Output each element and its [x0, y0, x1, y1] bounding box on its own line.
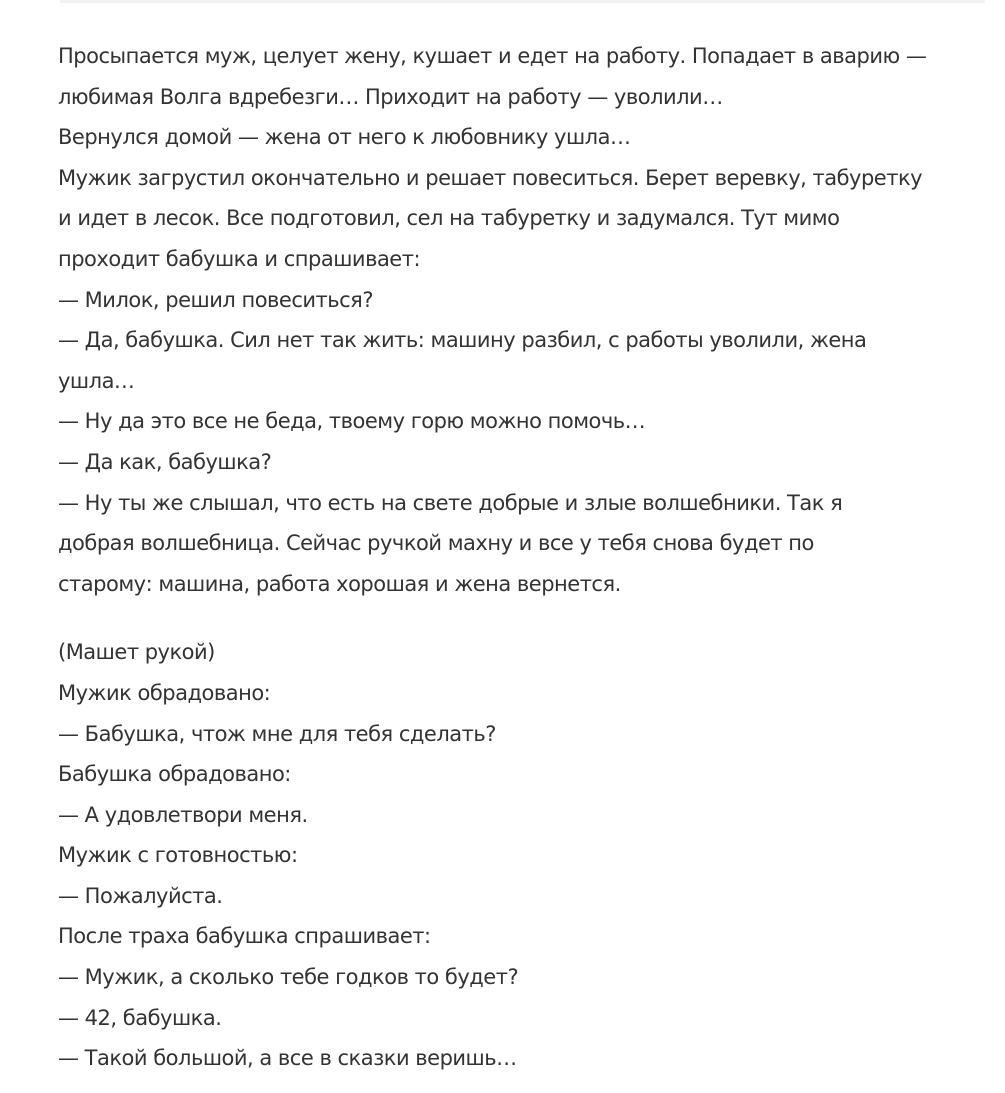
text-line: проходит бабушка и спрашивает:	[58, 246, 421, 271]
dialogue-line: старому: машина, работа хорошая и жена вернется.	[58, 571, 621, 596]
joke-article	[58, 36, 993, 1079]
dialogue-line: — Мужик, а сколько тебе годков то будет?	[58, 965, 519, 990]
text-line: После траха бабушка спрашивает:	[58, 924, 431, 949]
dialogue-line: — Милок, решил повеситься?	[58, 287, 373, 312]
text-line: и идет в лесок. Все подготовил, сел на табуретку и задумался. Тут мимо	[58, 206, 840, 231]
dialogue-line: — Да как, бабушка?	[58, 449, 272, 474]
text-line: Бабушка обрадовано:	[58, 762, 291, 787]
dialogue-line: — 42, бабушка.	[58, 1005, 222, 1030]
text-line: (Машет рукой)	[58, 640, 215, 665]
text-line: Просыпается муж, целует жену, кушает и едет на работу. Попадает в аварию —	[58, 44, 927, 68]
dialogue-line: — Да, бабушка. Сил нет так жить: машину разбил, с работы уволили, жена	[58, 328, 867, 353]
dialogue-line: — А удовлетвори меня.	[58, 802, 308, 827]
dialogue-line: — Ну ты же слышал, что есть на свете добрые и злые волшебники. Так я	[58, 490, 843, 515]
dialogue-line: — Ну да это все не беда, твоему горю можно помочь…	[58, 409, 646, 434]
text-line: любимая Волга вдребезги… Приходит на работу — уволили…	[58, 84, 723, 109]
paragraph-2	[58, 632, 993, 1079]
text-line: Мужик обрадовано:	[58, 680, 271, 705]
text-line: Мужик загрустил окончательно и решает повеситься. Берет веревку, табуретку	[58, 165, 923, 190]
dialogue-line: — Пожалуйста.	[58, 883, 223, 908]
dialogue-line: — Такой большой, а все в сказки веришь…	[58, 1046, 517, 1071]
dialogue-line: ушла…	[58, 368, 135, 393]
text-line: Мужик с готовностью:	[58, 843, 298, 868]
paragraph-gap	[58, 604, 993, 632]
dialogue-line: добрая волшебница. Сейчас ручкой махну и все у тебя снова будет по	[58, 531, 814, 556]
text-line: Вернулся домой — жена от него к любовнику ушла…	[58, 125, 631, 150]
top-divider	[60, 0, 985, 3]
paragraph-1	[58, 36, 993, 604]
dialogue-line: — Бабушка, чтож мне для тебя сделать?	[58, 721, 496, 746]
